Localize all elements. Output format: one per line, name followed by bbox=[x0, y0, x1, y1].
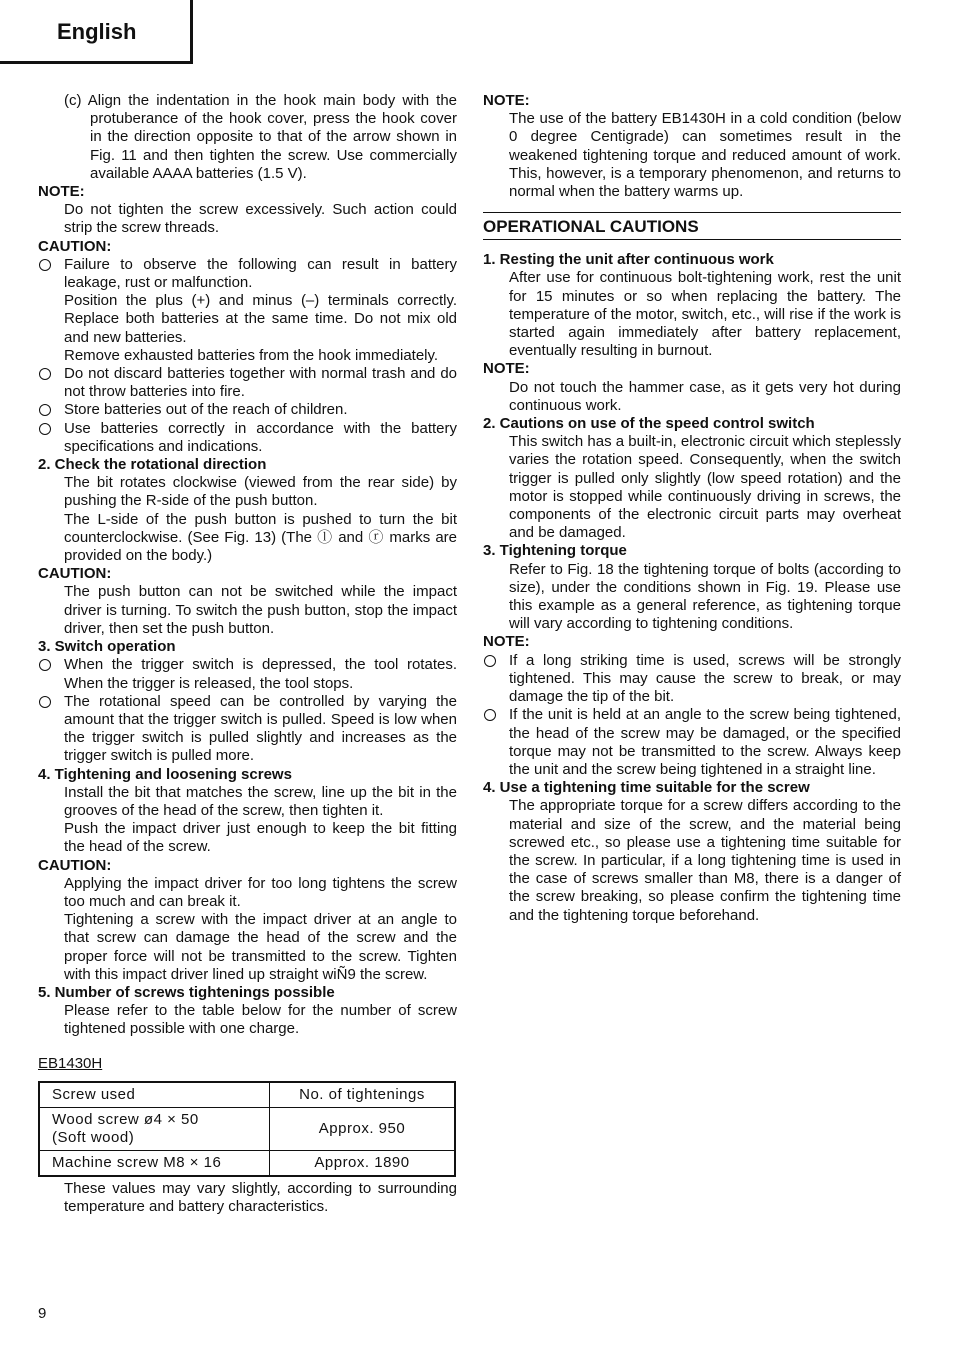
bullet-text: Failure to observe the following can result in battery leakage, rust or malfunction. bbox=[64, 255, 457, 292]
section-2-text: The L-side of the push button is pushed to turn the bit counterclockwise. (See Fig. 13) (The ⓛ and ⓡ marks are provided on the body.) bbox=[64, 510, 457, 565]
caution-label: CAUTION: bbox=[38, 237, 112, 255]
bullet-text: Remove exhausted batteries from the hook immediately. bbox=[64, 346, 439, 364]
language-label: English bbox=[57, 19, 137, 44]
note-text: The use of the battery EB1430H in a cold condition (below 0 degree Centigrade) can sometimes result in the weakened tightening torque and reduced amount of work. This, however, is a temporary phenomenon, and returns to normal when the battery warms up. bbox=[509, 110, 901, 201]
caution-2-heading: 2. Cautions on use of the speed control switch bbox=[483, 415, 815, 433]
left-column bbox=[38, 92, 457, 1216]
table-cell: Approx. 1890 bbox=[270, 1150, 456, 1176]
note-label: NOTE: bbox=[483, 92, 530, 109]
section-4-heading: 4. Tightening and loosening screws bbox=[38, 765, 292, 783]
caution-text: Applying the impact driver for too long tightens the screw too much and can break it. bbox=[64, 874, 457, 910]
section-title: OPERATIONAL CAUTIONS bbox=[483, 212, 901, 240]
caution-1-text: After use for continuous bolt-tightening work, rest the unit for 15 minutes or so when replacing the battery. The temperature of the motor, switch, etc., will rise if the work is started again immediately after battery replacement, eventually resulting in burnout. bbox=[509, 269, 901, 360]
note-label: NOTE: bbox=[38, 183, 85, 201]
step-c: (c) Align the indentation in the hook main body with the protuberance of the hook cover, press the hook cover in the direction opposite to that of the arrow shown in Fig. 11 and then tighten the screw. Use commercially available AAAA batteries (1.5 V). bbox=[64, 92, 457, 182]
note-bullet-1: If a long striking time is used, screws will be strongly tightened. This may cause the screw to break, or may damage the tip of the bit. bbox=[483, 652, 901, 707]
language-tab bbox=[0, 0, 193, 64]
bullet-text: Position the plus (+) and minus (–) terminals correctly. Replace both batteries at the same time. Do not mix old and new batteries. bbox=[64, 292, 457, 346]
table-label: EB1430H bbox=[38, 1054, 103, 1072]
table-row bbox=[39, 1107, 455, 1150]
section-2-text: The bit rotates clockwise (viewed from the rear side) by pushing the R-side of the push button. bbox=[64, 474, 457, 510]
table-cell bbox=[39, 1107, 270, 1150]
table-header: Screw used bbox=[39, 1082, 270, 1108]
table-footnote: These values may vary slightly, according to surrounding temperature and battery characteristics. bbox=[64, 1179, 457, 1215]
right-column bbox=[483, 92, 901, 925]
section-2-heading: 2. Check the rotational direction bbox=[38, 456, 267, 474]
section-4-text: Install the bit that matches the screw, line up the bit in the grooves of the head of the screw, then tighten it. bbox=[64, 783, 457, 819]
table-cell: Machine screw M8 × 16 bbox=[39, 1150, 270, 1176]
caution-3-heading: 3. Tightening torque bbox=[483, 542, 627, 560]
note-label: NOTE: bbox=[483, 633, 530, 651]
caution-3-text: Refer to Fig. 18 the tightening torque of bolts (according to size), under the conditions shown in Fig. 19. Please use this example as a general reference, as tightening torque will vary according to tightening conditions. bbox=[509, 560, 901, 633]
caution-4-text: The appropriate torque for a screw differs according to the material and size of the screw, and the material being screwed etc., so please use a tightening time suitable for the screw. In particular, if a long tightening time is used in the case of screws smaller than M8, there is a danger of the screw breaking, so please confirm the tightening time and the tightening torque beforehand. bbox=[509, 797, 901, 924]
screw-type-note: (Soft wood) bbox=[52, 1128, 135, 1146]
caution-bullet-3: Store batteries out of the reach of children. bbox=[38, 401, 457, 419]
caution-label: CAUTION: bbox=[38, 565, 112, 583]
caution-1-heading: 1. Resting the unit after continuous work bbox=[483, 251, 774, 269]
switch-bullet-1: When the trigger switch is depressed, the tool rotates. When the trigger is released, the tool stops. bbox=[38, 656, 457, 692]
switch-bullet-2: The rotational speed can be controlled by varying the amount that the trigger switch is pulled. Speed is low when the trigger switch is pulled slightly and increases as the trigger switch is pulled more. bbox=[38, 693, 457, 766]
caution-bullet-1 bbox=[38, 256, 457, 365]
tightenings-table bbox=[38, 1081, 456, 1177]
note-text: Do not touch the hammer case, as it gets very hot during continuous work. bbox=[509, 378, 901, 414]
caution-label: CAUTION: bbox=[38, 856, 112, 874]
caution-2-text: This switch has a built-in, electronic circuit which steplessly varies the rotation speed. Consequently, when the switch trigger is pulled only slightly (low speed rotation) and the motor is stopped while continuously driving in screws, the components of the electronic circuit parts may overheat and be damaged. bbox=[509, 433, 901, 542]
table-row bbox=[39, 1150, 455, 1176]
table-header: No. of tightenings bbox=[270, 1082, 456, 1108]
section-3-heading: 3. Switch operation bbox=[38, 638, 176, 656]
table-cell: Approx. 950 bbox=[270, 1107, 456, 1150]
screw-type: Wood screw ø4 × 50 bbox=[52, 1110, 199, 1128]
caution-text: The push button can not be switched while the impact driver is turning. To switch the push button, stop the impact driver, then set the push button. bbox=[64, 583, 457, 637]
caution-text: Tightening a screw with the impact driver at an angle to that screw can damage the head of the screw and the proper force will not be transmitted to the screw. Tighten with this impact driver lined up straight wiÑ9 the screw. bbox=[64, 911, 457, 983]
note-label: NOTE: bbox=[483, 360, 530, 378]
page-number: 9 bbox=[38, 1305, 47, 1322]
caution-4-heading: 4. Use a tightening time suitable for the screw bbox=[483, 779, 810, 797]
note-bullet-2: If the unit is held at an angle to the screw being tightened, the head of the screw may be damaged, or the specified torque may not be transmitted to the screw. Always keep the unit and the screw being tightened in a straight line. bbox=[483, 706, 901, 779]
table-header-row bbox=[39, 1082, 455, 1108]
section-5-text: Please refer to the table below for the number of screw tightened possible with one charge. bbox=[64, 1002, 457, 1038]
section-5-heading: 5. Number of screws tightenings possible bbox=[38, 983, 335, 1001]
caution-bullet-2: Do not discard batteries together with normal trash and do not throw batteries into fire. bbox=[38, 365, 457, 401]
note-text: Do not tighten the screw excessively. Such action could strip the screw threads. bbox=[64, 201, 457, 237]
section-4-text: Push the impact driver just enough to keep the bit fitting the head of the screw. bbox=[64, 820, 457, 856]
caution-bullet-4: Use batteries correctly in accordance with the battery specifications and indications. bbox=[38, 420, 457, 456]
